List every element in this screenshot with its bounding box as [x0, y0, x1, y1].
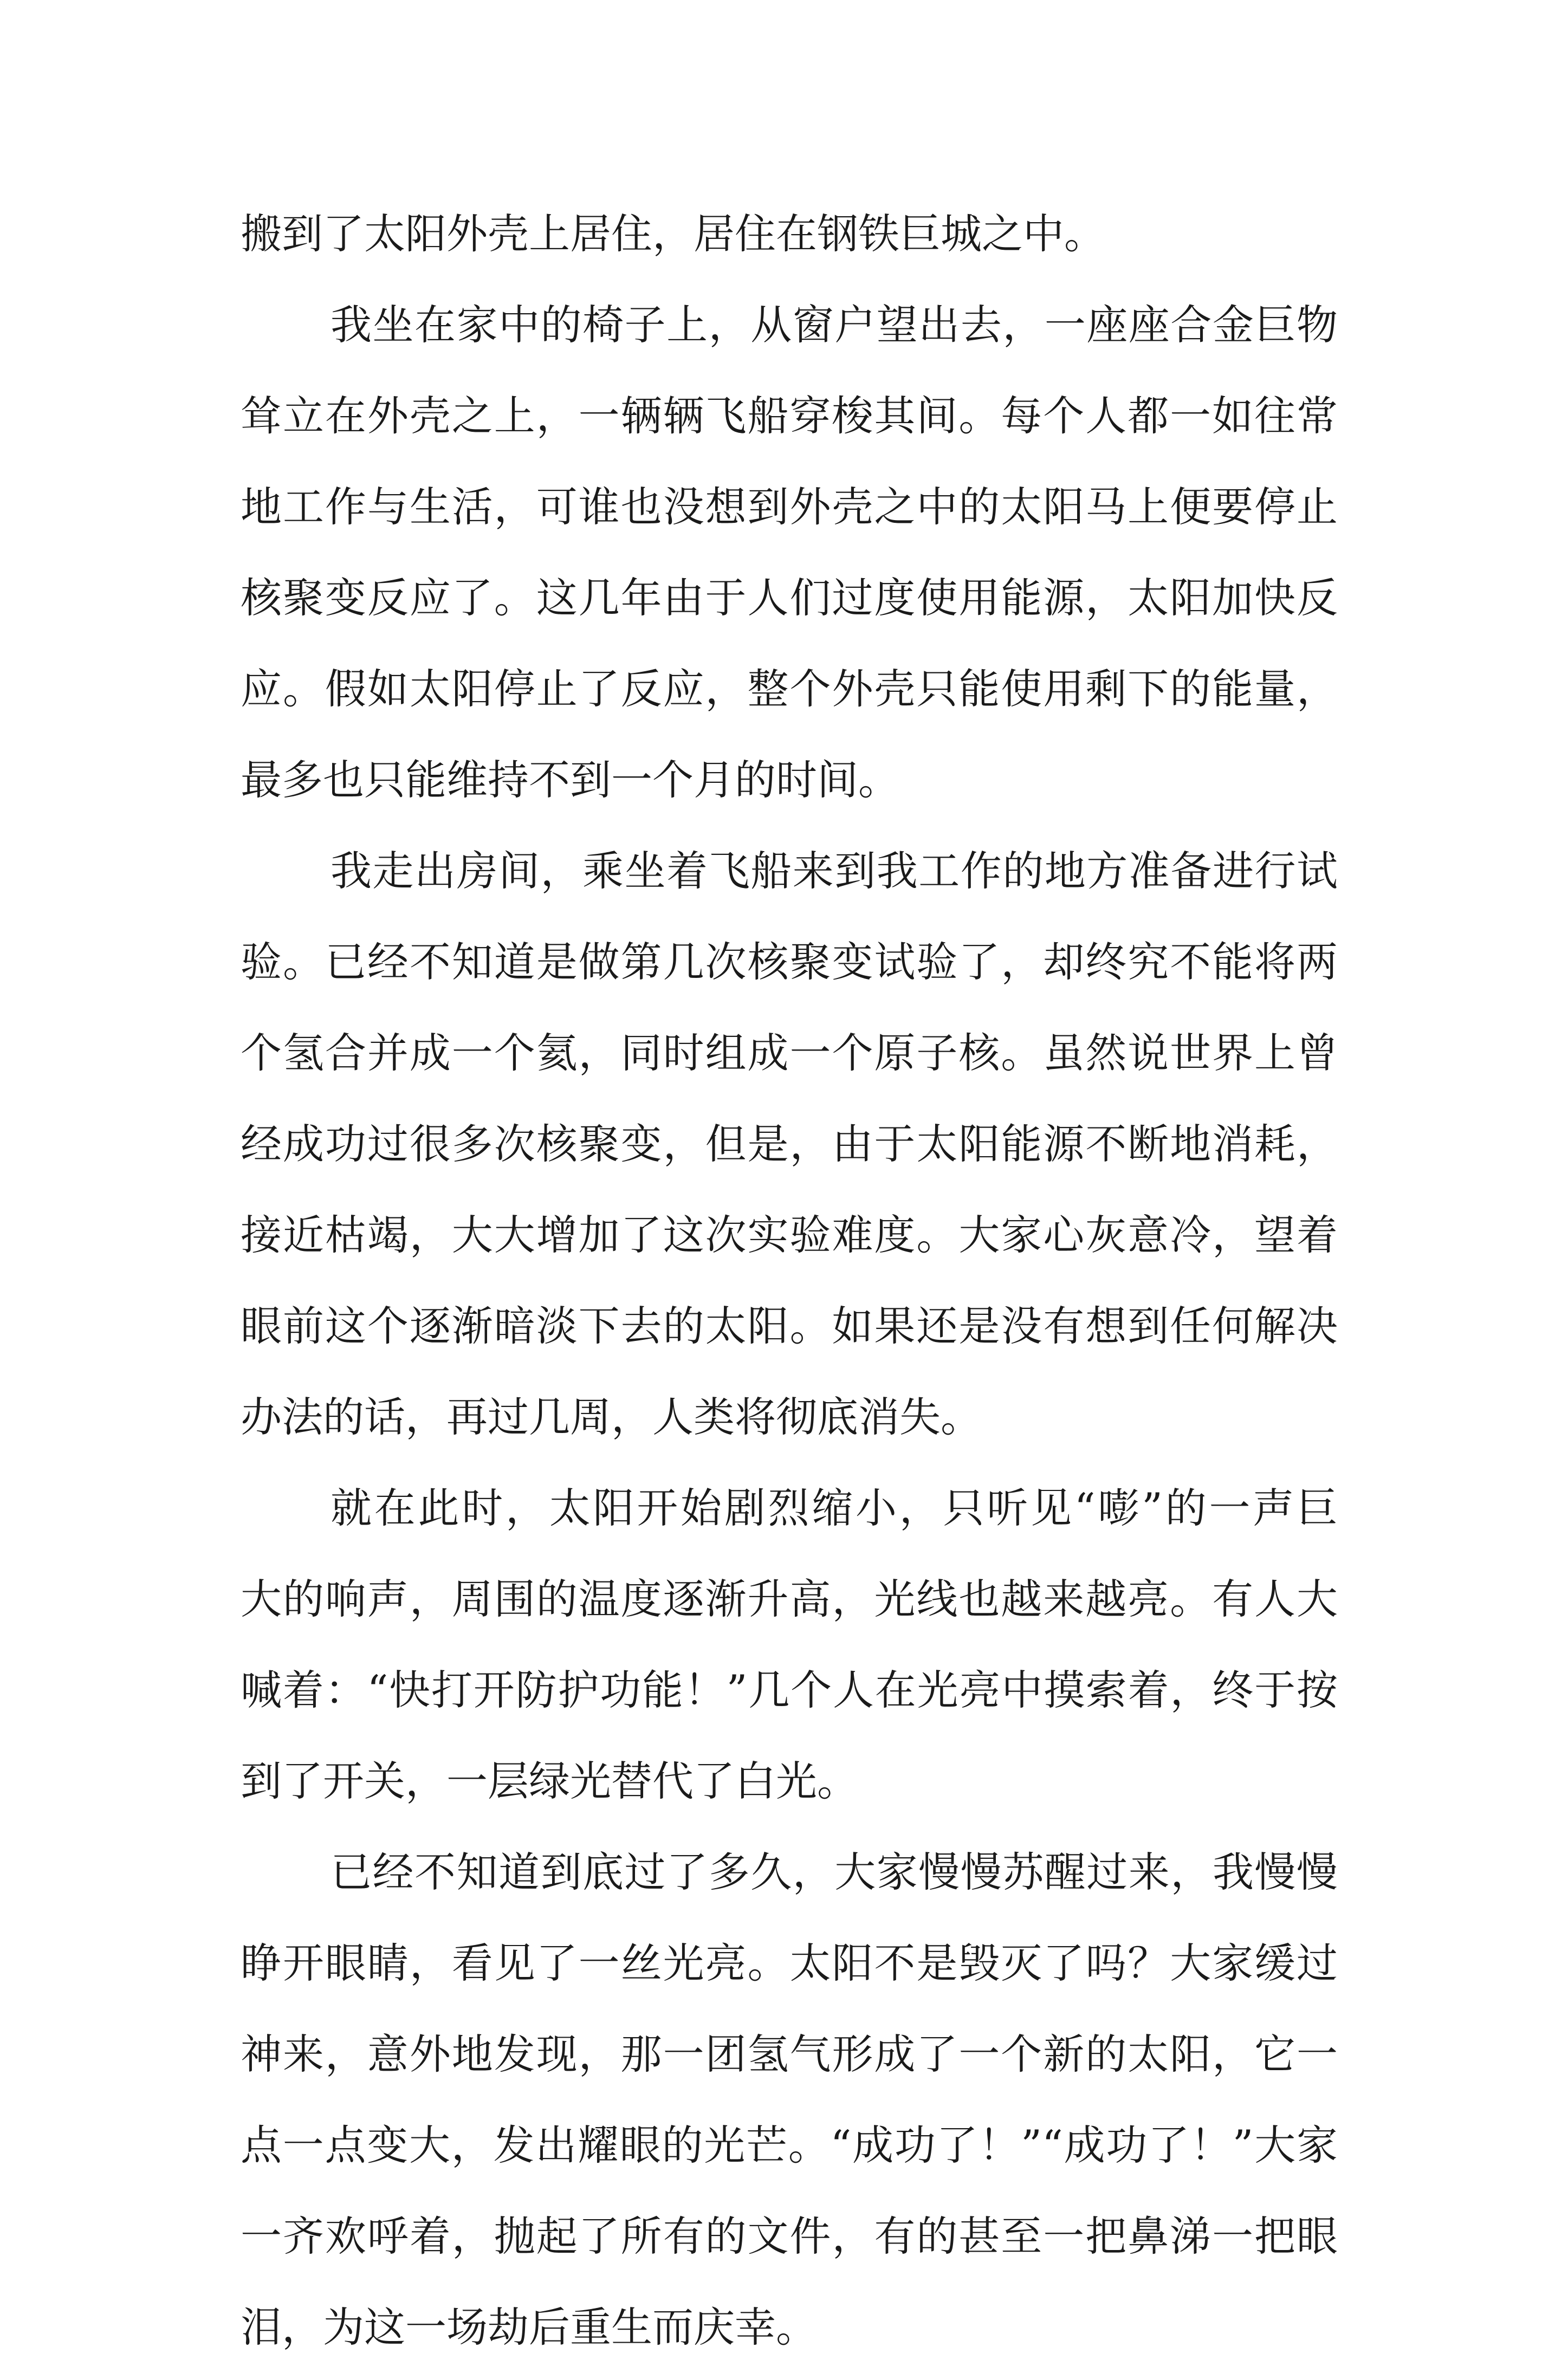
text-line: 睁开眼睛，看见了一丝光亮。太阳不是毁灭了吗？大家缓过: [241, 1939, 1338, 1987]
text-line: 耸立在外壳之上，一辆辆飞船穿梭其间。每个人都一如往常: [241, 392, 1338, 440]
text-line: 神来，意外地发现，那一团氢气形成了一个新的太阳，它一: [241, 2030, 1338, 2078]
body-text: [241, 189, 1338, 2373]
text-line: 验。已经不知道是做第几次核聚变试验了，却终究不能将两: [241, 938, 1338, 986]
text-line: 最多也只能维持不到一个月的时间。: [241, 756, 899, 804]
text-line: 已经不知道到底过了多久，大家慢慢苏醒过来，我慢慢: [331, 1848, 1338, 1896]
text-line: 办法的话，再过几周，人类将彻底消失。: [241, 1393, 982, 1441]
text-line: 核聚变反应了。这几年由于人们过度使用能源，太阳加快反: [241, 574, 1338, 622]
text-line: 就在此时，太阳开始剧烈缩小，只听见“嘭”的一声巨: [331, 1484, 1338, 1532]
text-line: 喊着：“快打开防护功能！”几个人在光亮中摸索着，终于按: [241, 1666, 1338, 1714]
text-line: 泪，为这一场劫后重生而庆幸。: [241, 2303, 817, 2351]
text-line: 应。假如太阳停止了反应，整个外壳只能使用剩下的能量，: [241, 665, 1338, 713]
text-line: 个氢合并成一个氦，同时组成一个原子核。虽然说世界上曾: [241, 1029, 1338, 1077]
text-line: 一齐欢呼着，抛起了所有的文件，有的甚至一把鼻涕一把眼: [241, 2212, 1338, 2260]
text-line: 点一点变大，发出耀眼的光芒。“成功了！”“成功了！”大家: [241, 2121, 1338, 2169]
text-line: 我走出房间，乘坐着飞船来到我工作的地方准备进行试: [331, 847, 1338, 895]
text-line: 接近枯竭，大大增加了这次实验难度。大家心灰意冷，望着: [241, 1211, 1338, 1259]
text-line: 眼前这个逐渐暗淡下去的太阳。如果还是没有想到任何解决: [241, 1302, 1338, 1350]
text-line: 经成功过很多次核聚变，但是，由于太阳能源不断地消耗，: [241, 1120, 1338, 1168]
text-line: 地工作与生活，可谁也没想到外壳之中的太阳马上便要停止: [241, 483, 1338, 531]
text-line: 到了开关，一层绿光替代了白光。: [241, 1757, 858, 1805]
text-line: 大的响声，周围的温度逐渐升高，光线也越来越亮。有人大: [241, 1575, 1338, 1623]
text-line: 搬到了太阳外壳上居住，居住在钢铁巨城之中。: [241, 210, 1105, 258]
text-line: 我坐在家中的椅子上，从窗户望出去，一座座合金巨物: [331, 301, 1338, 349]
